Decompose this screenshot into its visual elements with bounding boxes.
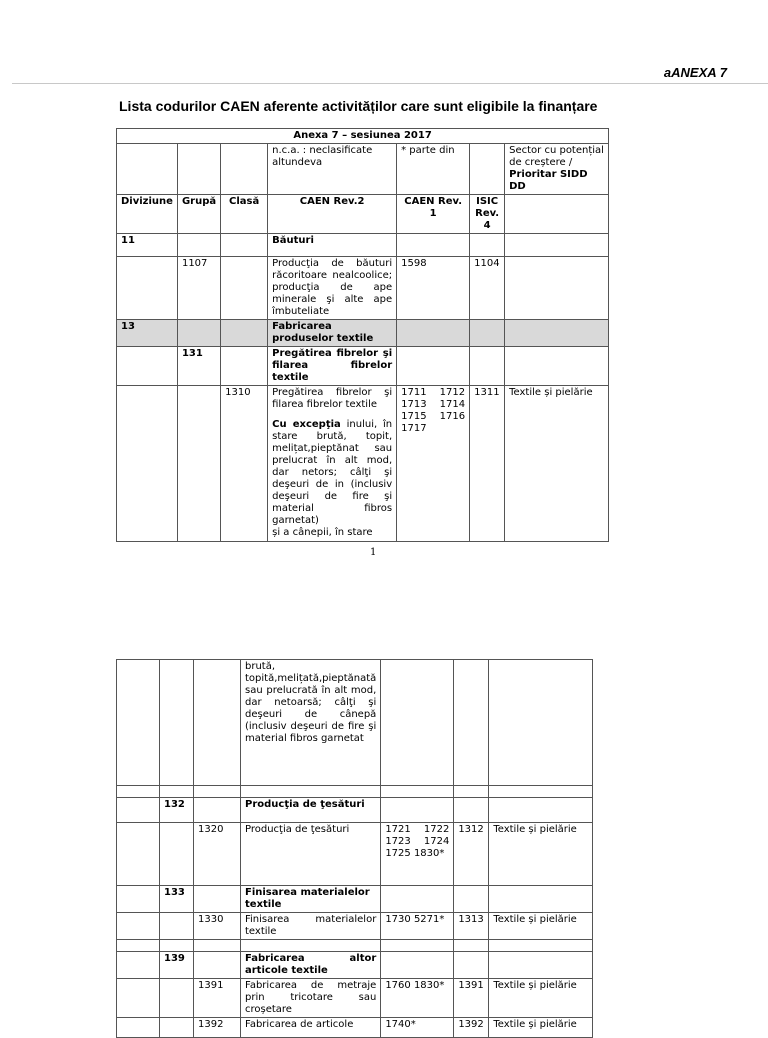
- group-name: Pregătirea fibrelor şi filarea fibrelor textile: [268, 347, 397, 386]
- partial-note: * parte din: [397, 144, 470, 195]
- sector-value: Textile și pielărie: [505, 386, 609, 542]
- class-description: Producţia de ţesături: [241, 823, 381, 886]
- caen-rev1-codes: 1740*: [381, 1018, 454, 1038]
- class-description-continued: brută, topită,melițată,pieptănată sau prelucrată în alt mod, dar netoarsă; câlţi şi deşeuri de cânepă (inclusiv deşeuri de fire şi material fibros garnetat: [241, 660, 381, 786]
- caen-table-page-2: [116, 659, 593, 1038]
- table-row: [117, 798, 593, 823]
- isic-code: 1391: [454, 979, 489, 1018]
- sector-value: Textile și pielărie: [489, 823, 593, 886]
- table-row: [117, 886, 593, 913]
- nca-note: n.c.a. : neclasificate altundeva: [268, 144, 397, 195]
- class-description: Fabricarea de metraje prin tricotare sau croșetare: [241, 979, 381, 1018]
- class-code: 1391: [194, 979, 241, 1018]
- document-title: Lista codurilor CAEN aferente activităților care sunt eligibile la finanțare: [119, 98, 598, 114]
- exception-text-cont: și a cânepii, în stare: [272, 527, 373, 538]
- group-code: 1107: [177, 257, 220, 320]
- session-header-row: [117, 129, 609, 144]
- sector-note: Sector cu potențial de creștere / Prioritar SIDD DD: [505, 144, 609, 195]
- col-header-isic: ISIC Rev. 4: [470, 195, 505, 234]
- isic-code: 1312: [454, 823, 489, 886]
- table-row: [117, 979, 593, 1018]
- caen-table-page-1: [116, 128, 609, 542]
- column-header-row: [117, 195, 609, 234]
- sector-note-bold: Prioritar SIDD DD: [509, 169, 588, 192]
- group-code: 139: [160, 952, 194, 979]
- group-name: Producţia de ţesături: [241, 798, 381, 823]
- caen-rev1-codes: 1760 1830*: [381, 979, 454, 1018]
- session-title: Anexa 7 – sesiunea 2017: [117, 129, 609, 144]
- isic-code: 1313: [454, 913, 489, 940]
- annex-label: aANEXA 7: [663, 65, 727, 80]
- isic-code: 1104: [470, 257, 505, 320]
- division-name: Băuturi: [268, 234, 397, 257]
- group-name: Fabricarea altor articole textile: [241, 952, 381, 979]
- group-code: 132: [160, 798, 194, 823]
- col-header-clasa: Clasă: [221, 195, 268, 234]
- sector-value: Textile și pielărie: [489, 913, 593, 940]
- division-code: 13: [117, 320, 178, 347]
- table-row: [117, 234, 609, 257]
- class-description: Producţia de băuturi răcoritoare nealcoolice; producţia de ape minerale şi alte ape îmbuteliate: [268, 257, 397, 320]
- caen-rev1-codes: 1730 5271*: [381, 913, 454, 940]
- col-header-grupa: Grupă: [177, 195, 220, 234]
- group-name: Finisarea materialelor textile: [241, 886, 381, 913]
- caen-rev1-codes: 1721 1722 1723 1724 1725 1830*: [381, 823, 454, 886]
- table-row: [117, 823, 593, 886]
- page-number: 1: [370, 547, 377, 558]
- class-code: 1330: [194, 913, 241, 940]
- division-code: 11: [117, 234, 178, 257]
- table-row-shaded: [117, 320, 609, 347]
- table-row: [117, 952, 593, 979]
- caen-rev1-codes: 1711 1712 1713 1714 1715 1716 1717: [397, 386, 470, 542]
- table-row: [117, 660, 593, 786]
- col-header-caen-rev2: CAEN Rev.2: [268, 195, 397, 234]
- exception-text: inului, în stare brută, topit, melițat,pieptănat sau prelucrat în alt mod, dar netors; câlţi şi deşeuri de in (inclusiv deşeuri de fire şi material fibros garnetat): [272, 419, 393, 526]
- isic-code: 1311: [470, 386, 505, 542]
- notes-row: [117, 144, 609, 195]
- class-description: Fabricarea de articole: [241, 1018, 381, 1038]
- group-code: 131: [177, 347, 220, 386]
- header-rule: [12, 83, 768, 84]
- group-code: 133: [160, 886, 194, 913]
- table-row: [117, 1018, 593, 1038]
- col-header-divizie: Diviziune: [117, 195, 178, 234]
- exception-label: Cu excepţia: [272, 419, 341, 430]
- spacer-row: [117, 940, 593, 952]
- isic-code: 1392: [454, 1018, 489, 1038]
- caen-rev1-codes: 1598: [397, 257, 470, 320]
- sector-value: Textile și pielărie: [489, 979, 593, 1018]
- table-row: [117, 257, 609, 320]
- sector-value: Textile și pielărie: [489, 1018, 593, 1038]
- table-row: [117, 913, 593, 940]
- spacer-row: [117, 786, 593, 798]
- class-code: 1310: [221, 386, 268, 542]
- table-row: [117, 347, 609, 386]
- class-description: Finisarea materialelor textile: [241, 913, 381, 940]
- class-code: 1392: [194, 1018, 241, 1038]
- class-code: 1320: [194, 823, 241, 886]
- division-name: Fabricarea produselor textile: [268, 320, 397, 347]
- col-header-caen-rev1: CAEN Rev. 1: [397, 195, 470, 234]
- table-row: [117, 386, 609, 542]
- class-description: Pregătirea fibrelor şi filarea fibrelor textile Cu excepţia inului, în stare brută, topit, melițat,pieptănat sau prelucrat în alt mod, dar netors; câlţi şi deşeuri de in (inclusiv deşeuri de fire şi material fibros garnetat) și a cânepii, în stare: [268, 386, 397, 542]
